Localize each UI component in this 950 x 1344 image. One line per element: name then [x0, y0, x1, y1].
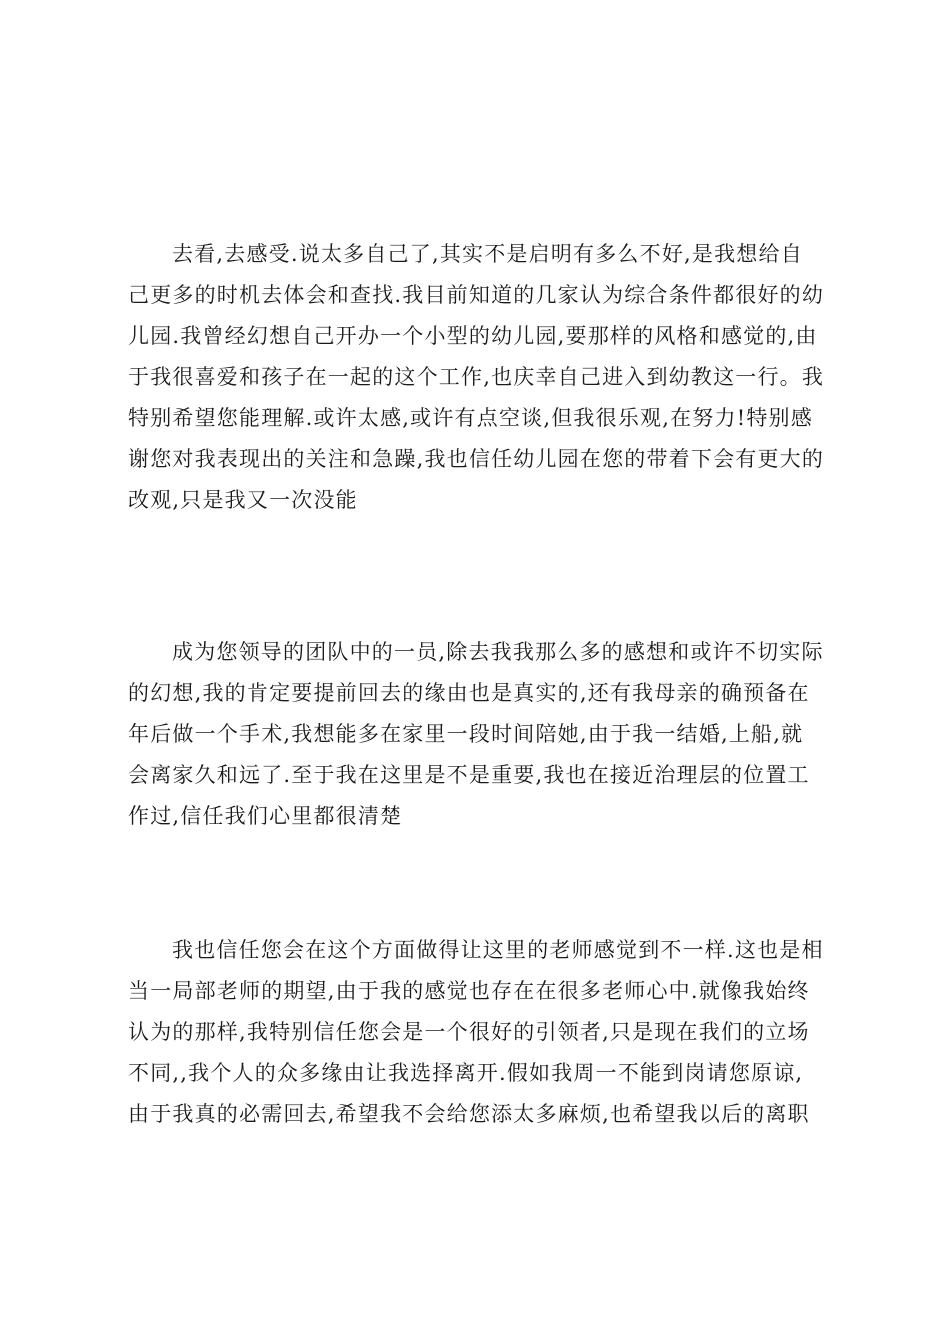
paragraph-line: 由于我真的必需回去,希望我不会给您添太多麻烦,也希望我以后的离职 — [128, 1102, 810, 1126]
paragraph-line: 改观,只是我又一次没能 — [128, 488, 358, 512]
paragraph-line: 谢您对我表现出的关注和急躁,我也信任幼儿园在您的带着下会有更大的 — [128, 447, 825, 471]
paragraph-line: 会离家久和远了.至于我在这里是不是重要,我也在接近治理层的位置工 — [128, 763, 810, 787]
paragraph-line: 不同,,我个人的众多缘由让我选择离开.假如我周一不能到岗请您原谅, — [128, 1061, 804, 1085]
paragraph-line: 我也信任您会在这个方面做得让这里的老师感觉到不一样.这也是相 — [172, 938, 824, 962]
paragraph-line: 作过,信任我们心里都很清楚 — [128, 804, 403, 828]
paragraph-line: 的幻想,我的肯定要提前回去的缘由也是真实的,还有我母亲的确预备在 — [128, 681, 810, 705]
paragraph-line: 己更多的时机去体会和查找.我目前知道的几家认为综合条件都很好的幼 — [128, 283, 825, 307]
paragraph-line: 认为的那样,我特别信任您会是一个很好的引领者,只是现在我们的立场 — [128, 1020, 810, 1044]
paragraph-line: 去看,去感受.说太多自己了,其实不是启明有多么不好,是我想给自 — [172, 242, 803, 266]
paragraph-line: 于我很喜爱和孩子在一起的这个工作,也庆幸自己进入到幼教这一行。我 — [128, 365, 825, 389]
paragraph-line: 成为您领导的团队中的一员,除去我我那么多的感想和或许不切实际 — [172, 640, 824, 664]
paragraph-line: 当一局部老师的期望,由于我的感觉也存在在很多老师心中.就像我始终 — [128, 979, 810, 1003]
paragraph-line: 年后做一个手术,我想能多在家里一段时间陪她,由于我一结婚,上船,就 — [128, 722, 804, 746]
paragraph-line: 特别希望您能理解.或许太感,或许有点空谈,但我很乐观,在努力!特别感 — [128, 406, 813, 430]
paragraph-line: 儿园.我曾经幻想自己开办一个小型的幼儿园,要那样的风格和感觉的,由 — [128, 324, 818, 348]
